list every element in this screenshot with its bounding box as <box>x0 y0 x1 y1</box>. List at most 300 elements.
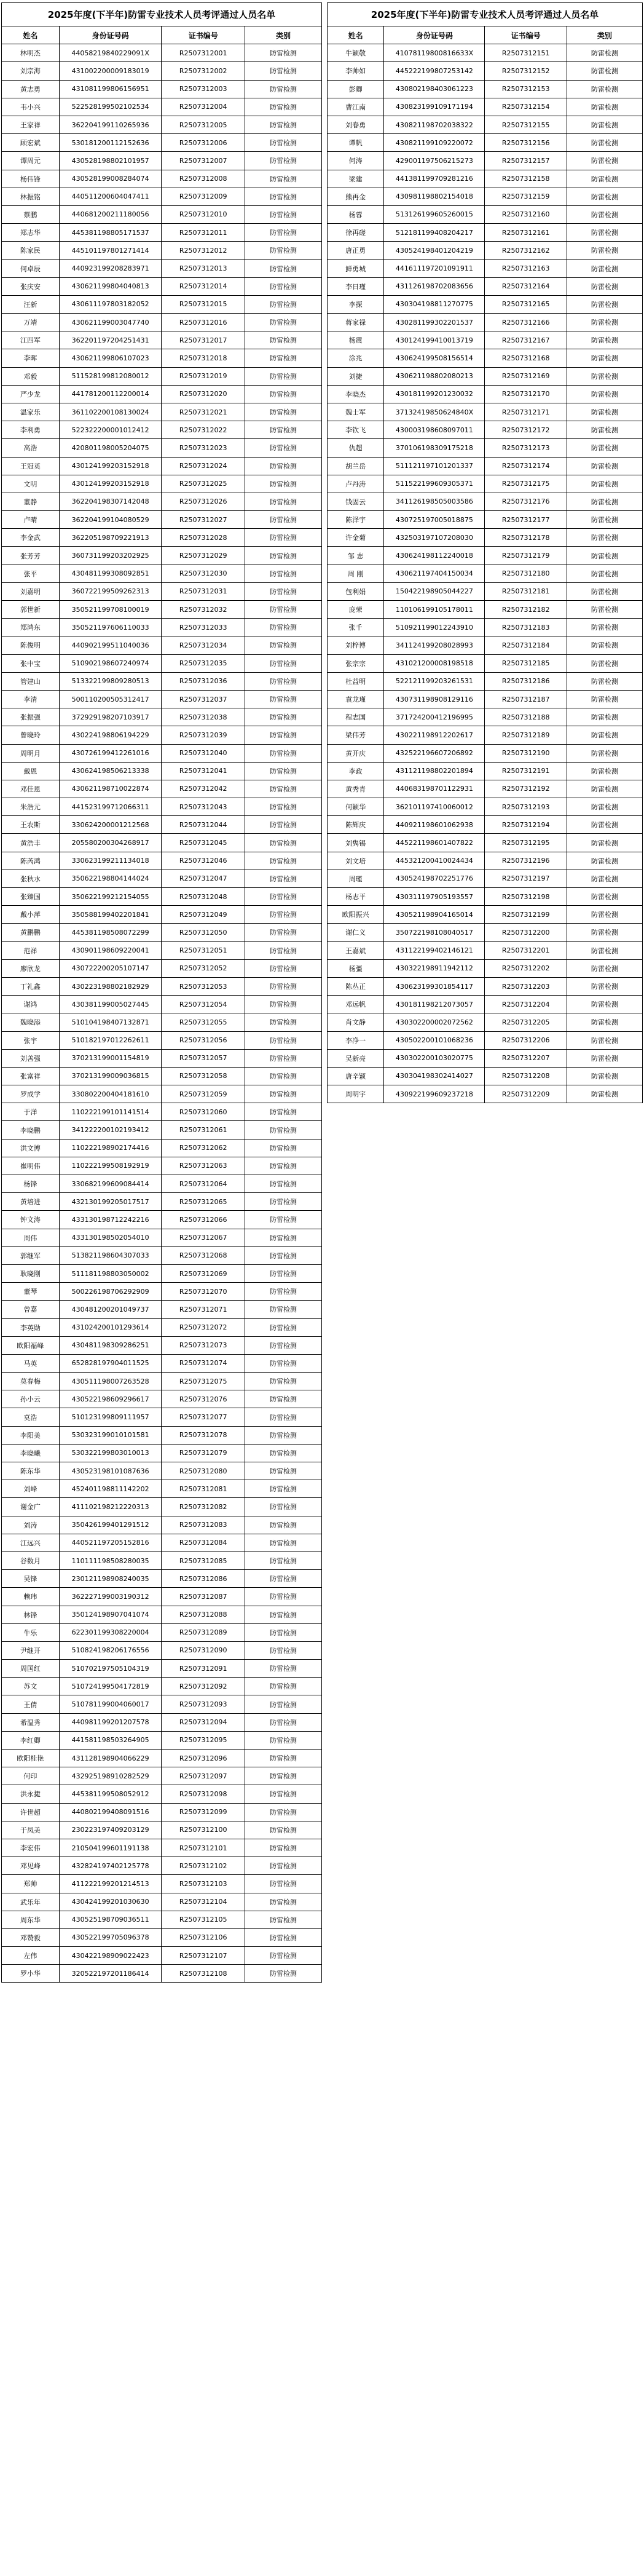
cell-certificate-number: R2507312001 <box>162 44 245 62</box>
cell-id-number: 430731198908129116 <box>384 690 485 708</box>
cell-id-number: 429001197506215273 <box>384 152 485 170</box>
cell-category: 防雷检测 <box>245 941 321 959</box>
cell-category: 防雷检测 <box>245 1354 321 1372</box>
cell-certificate-number: R2507312193 <box>485 798 567 816</box>
table-row <box>2 1085 322 1103</box>
cell-category: 防雷检测 <box>245 1750 321 1767</box>
table-row <box>328 98 643 116</box>
cell-certificate-number: R2507312048 <box>162 888 245 906</box>
cell-id-number: 341124199208028993 <box>384 636 485 654</box>
cell-certificate-number: R2507312058 <box>162 1067 245 1085</box>
cell-category: 防雷检测 <box>567 260 642 277</box>
cell-id-number: 41078119800816633X <box>384 44 485 62</box>
cell-id-number: 110222198902174416 <box>59 1139 162 1157</box>
cell-name: 卢丹涛 <box>328 475 384 493</box>
cell-certificate-number: R2507312088 <box>162 1606 245 1623</box>
table-row <box>328 295 643 313</box>
table-row <box>328 224 643 242</box>
cell-id-number: 430725197005018875 <box>384 511 485 529</box>
cell-certificate-number: R2507312107 <box>162 1947 245 1965</box>
table-row <box>2 475 322 493</box>
cell-category: 防雷检测 <box>567 349 642 367</box>
cell-id-number: 433130198712242216 <box>59 1211 162 1229</box>
cell-name: 吴锋 <box>2 1570 60 1588</box>
cell-certificate-number: R2507312052 <box>162 959 245 977</box>
cell-certificate-number: R2507312191 <box>485 762 567 780</box>
cell-id-number: 440921198601062938 <box>384 816 485 834</box>
cell-category: 防雷检测 <box>567 134 642 152</box>
cell-id-number: 441581198503264905 <box>59 1731 162 1749</box>
cell-category: 防雷检测 <box>567 941 642 959</box>
cell-id-number: 440681200211180056 <box>59 205 162 223</box>
cell-id-number: 430621199806107023 <box>59 349 162 367</box>
cell-category: 防雷检测 <box>567 708 642 726</box>
cell-id-number: 362101197410060012 <box>384 798 485 816</box>
cell-category: 防雷检测 <box>245 1462 321 1480</box>
cell-category: 防雷检测 <box>567 1085 642 1103</box>
cell-certificate-number: R2507312162 <box>485 242 567 260</box>
cell-category: 防雷检测 <box>567 619 642 636</box>
table-row <box>2 690 322 708</box>
cell-id-number: 430522198609296617 <box>59 1390 162 1408</box>
cell-id-number: 432522196607206892 <box>384 744 485 762</box>
cell-category: 防雷检测 <box>245 1283 321 1301</box>
table-row <box>328 152 643 170</box>
cell-certificate-number: R2507312090 <box>162 1641 245 1659</box>
cell-category: 防雷检测 <box>245 1606 321 1623</box>
cell-name: 朱浩元 <box>2 798 60 816</box>
cell-certificate-number: R2507312202 <box>485 959 567 977</box>
cell-certificate-number: R2507312077 <box>162 1408 245 1426</box>
cell-id-number: 430901198609220041 <box>59 941 162 959</box>
cell-category: 防雷检测 <box>245 457 321 475</box>
cell-certificate-number: R2507312082 <box>162 1498 245 1516</box>
cell-id-number: 510781199004060017 <box>59 1695 162 1713</box>
cell-category: 防雷检测 <box>245 1660 321 1678</box>
table-row <box>328 80 643 98</box>
cell-name: 洪永捷 <box>2 1785 60 1803</box>
cell-name: 陈芮鸿 <box>2 852 60 870</box>
cell-category: 防雷检测 <box>245 1139 321 1157</box>
cell-category: 防雷检测 <box>245 1588 321 1606</box>
table-row <box>328 277 643 295</box>
cell-name: 刘嘉明 <box>2 582 60 600</box>
cell-category: 防雷检测 <box>245 367 321 385</box>
cell-id-number: 500226198706292909 <box>59 1283 162 1301</box>
table-row <box>2 1911 322 1928</box>
cell-certificate-number: R2507312059 <box>162 1085 245 1103</box>
table-row <box>2 1193 322 1211</box>
table-row <box>328 475 643 493</box>
cell-id-number: 430621198710022874 <box>59 780 162 798</box>
table-row <box>2 672 322 690</box>
header-certificate-number: 证书编号 <box>162 26 245 44</box>
cell-id-number: 362204199104080529 <box>59 511 162 529</box>
cell-certificate-number: R2507312102 <box>162 1857 245 1875</box>
cell-certificate-number: R2507312075 <box>162 1373 245 1390</box>
cell-id-number: 37132419850624840X <box>384 403 485 421</box>
cell-category: 防雷检测 <box>245 1947 321 1965</box>
cell-certificate-number: R2507312179 <box>485 547 567 565</box>
cell-certificate-number: R2507312002 <box>162 62 245 80</box>
cell-id-number: 350521199708100019 <box>59 601 162 619</box>
cell-certificate-number: R2507312089 <box>162 1623 245 1641</box>
table-row <box>2 277 322 295</box>
cell-certificate-number: R2507312197 <box>485 870 567 887</box>
table-row <box>2 619 322 636</box>
cell-certificate-number: R2507312045 <box>162 834 245 852</box>
cell-name: 钟文涛 <box>2 1211 60 1229</box>
cell-name: 严少龙 <box>2 385 60 403</box>
cell-category: 防雷检测 <box>567 959 642 977</box>
cell-certificate-number: R2507312101 <box>162 1839 245 1857</box>
cell-name: 丁礼鑫 <box>2 977 60 995</box>
cell-certificate-number: R2507312042 <box>162 780 245 798</box>
cell-id-number: 510921199012243910 <box>384 619 485 636</box>
cell-category: 防雷检测 <box>567 98 642 116</box>
table-row <box>2 726 322 744</box>
cell-name: 庞荣 <box>328 601 384 619</box>
cell-id-number: 440923199208283971 <box>59 260 162 277</box>
table-row <box>328 601 643 619</box>
cell-category: 防雷检测 <box>245 1246 321 1264</box>
cell-category: 防雷检测 <box>245 295 321 313</box>
table-row <box>328 331 643 349</box>
cell-id-number: 362205198709221913 <box>59 529 162 547</box>
cell-name: 周瑾 <box>328 870 384 887</box>
cell-category: 防雷检测 <box>245 1857 321 1875</box>
table-row <box>2 1965 322 1983</box>
cell-certificate-number: R2507312040 <box>162 744 245 762</box>
cell-certificate-number: R2507312151 <box>485 44 567 62</box>
cell-id-number: 431122199402146121 <box>384 941 485 959</box>
table-row <box>2 1785 322 1803</box>
cell-certificate-number: R2507312098 <box>162 1785 245 1803</box>
cell-id-number: 110106199105178011 <box>384 601 485 619</box>
cell-certificate-number: R2507312056 <box>162 1031 245 1049</box>
cell-name: 张芳芳 <box>2 547 60 565</box>
cell-name: 何涛 <box>328 152 384 170</box>
table-row <box>2 1408 322 1426</box>
cell-certificate-number: R2507312015 <box>162 295 245 313</box>
cell-name: 董静 <box>2 493 60 510</box>
table-row <box>328 941 643 959</box>
cell-certificate-number: R2507312005 <box>162 116 245 133</box>
cell-certificate-number: R2507312187 <box>485 690 567 708</box>
cell-id-number: 522322200001012412 <box>59 421 162 439</box>
cell-id-number: 510123199809111957 <box>59 1408 162 1426</box>
cell-category: 防雷检测 <box>567 44 642 62</box>
table-row <box>328 403 643 421</box>
cell-id-number: 430422198909022423 <box>59 1947 162 1965</box>
cell-category: 防雷检测 <box>567 870 642 887</box>
cell-category: 防雷检测 <box>245 870 321 887</box>
roster-title-left: 2025年度(下半年)防雷专业技术人员考评通过人员名单 <box>1 2 322 26</box>
header-category: 类别 <box>567 26 642 44</box>
cell-certificate-number: R2507312060 <box>162 1103 245 1121</box>
cell-id-number: 230223197409203129 <box>59 1821 162 1839</box>
table-row <box>328 816 643 834</box>
cell-certificate-number: R2507312206 <box>485 1031 567 1049</box>
table-row <box>328 636 643 654</box>
cell-name: 李钦飞 <box>328 421 384 439</box>
cell-certificate-number: R2507312190 <box>485 744 567 762</box>
cell-name: 杨伟锋 <box>2 170 60 188</box>
cell-id-number: 230121198908240035 <box>59 1570 162 1588</box>
cell-category: 防雷检测 <box>245 1552 321 1569</box>
cell-id-number: 350588199402201841 <box>59 906 162 924</box>
cell-id-number: 110222199508192919 <box>59 1157 162 1175</box>
cell-id-number: 430981198802154018 <box>384 188 485 205</box>
cell-certificate-number: R2507312152 <box>485 62 567 80</box>
roster-title-right: 2025年度(下半年)防雷专业技术人员考评通过人员名单 <box>327 2 643 26</box>
table-row <box>2 529 322 547</box>
cell-category: 防雷检测 <box>245 547 321 565</box>
cell-id-number: 350521197606110033 <box>59 619 162 636</box>
cell-certificate-number: R2507312155 <box>485 116 567 133</box>
table-row <box>2 1750 322 1767</box>
cell-name: 杜益明 <box>328 672 384 690</box>
cell-id-number: 430181198212073057 <box>384 996 485 1013</box>
table-row <box>2 1498 322 1516</box>
cell-name: 邓远帆 <box>328 996 384 1013</box>
header-row <box>328 26 643 44</box>
cell-id-number: 431021200008198518 <box>384 654 485 672</box>
table-row <box>2 834 322 852</box>
table-row <box>2 1552 322 1569</box>
table-row <box>2 1246 322 1264</box>
cell-id-number: 350124198907041074 <box>59 1606 162 1623</box>
cell-certificate-number: R2507312156 <box>485 134 567 152</box>
cell-name: 张庆安 <box>2 277 60 295</box>
cell-name: 曾嘉 <box>2 1301 60 1318</box>
table-row <box>2 205 322 223</box>
table-row <box>2 1928 322 1946</box>
cell-name: 蒋家禄 <box>328 314 384 331</box>
table-row <box>2 977 322 995</box>
table-row <box>2 439 322 457</box>
cell-category: 防雷检测 <box>567 62 642 80</box>
cell-id-number: 430821199109220072 <box>384 134 485 152</box>
cell-name: 梁伟芳 <box>328 726 384 744</box>
table-row <box>2 1803 322 1821</box>
cell-name: 邹 志 <box>328 547 384 565</box>
cell-name: 王农斯 <box>2 816 60 834</box>
table-row <box>328 1049 643 1067</box>
cell-category: 防雷检测 <box>567 582 642 600</box>
cell-certificate-number: R2507312183 <box>485 619 567 636</box>
cell-id-number: 362204199110265936 <box>59 116 162 133</box>
cell-certificate-number: R2507312057 <box>162 1049 245 1067</box>
cell-category: 防雷检测 <box>245 1785 321 1803</box>
header-id-number: 身份证号码 <box>384 26 485 44</box>
cell-name: 莫浩 <box>2 1408 60 1426</box>
table-row <box>2 1947 322 1965</box>
cell-category: 防雷检测 <box>567 439 642 457</box>
cell-category: 防雷检测 <box>567 906 642 924</box>
table-row <box>328 421 643 439</box>
cell-id-number: 430311197905193557 <box>384 888 485 906</box>
table-row <box>2 80 322 98</box>
cell-id-number: 330682199609084414 <box>59 1175 162 1193</box>
cell-id-number: 441381199709281216 <box>384 170 485 188</box>
table-row <box>328 977 643 995</box>
cell-category: 防雷检测 <box>567 690 642 708</box>
cell-id-number: 510902198607240974 <box>59 654 162 672</box>
cell-certificate-number: R2507312097 <box>162 1767 245 1785</box>
cell-certificate-number: R2507312105 <box>162 1911 245 1928</box>
table-row <box>2 314 322 331</box>
cell-certificate-number: R2507312046 <box>162 852 245 870</box>
cell-id-number: 370106198309175218 <box>384 439 485 457</box>
cell-certificate-number: R2507312188 <box>485 708 567 726</box>
cell-name: 谭周元 <box>2 152 60 170</box>
cell-certificate-number: R2507312028 <box>162 529 245 547</box>
cell-category: 防雷检测 <box>245 511 321 529</box>
cell-id-number: 522121199203261531 <box>384 672 485 690</box>
cell-certificate-number: R2507312023 <box>162 439 245 457</box>
cell-name: 郑鸿东 <box>2 619 60 636</box>
cell-name: 王倩 <box>2 1695 60 1713</box>
cell-name: 何颖华 <box>328 798 384 816</box>
cell-certificate-number: R2507312054 <box>162 996 245 1013</box>
cell-category: 防雷检测 <box>245 1031 321 1049</box>
cell-name: 李利勇 <box>2 421 60 439</box>
cell-name: 郑帅 <box>2 1875 60 1893</box>
cell-certificate-number: R2507312022 <box>162 421 245 439</box>
table-row <box>2 798 322 816</box>
cell-certificate-number: R2507312194 <box>485 816 567 834</box>
cell-name: 鲜勇城 <box>328 260 384 277</box>
cell-category: 防雷检测 <box>245 170 321 188</box>
cell-name: 黄鹏鹏 <box>2 924 60 941</box>
cell-name: 李晓曦 <box>2 1444 60 1462</box>
cell-id-number: 44058219840229091X <box>59 44 162 62</box>
cell-category: 防雷检测 <box>245 1373 321 1390</box>
cell-category: 防雷检测 <box>245 1480 321 1498</box>
cell-category: 防雷检测 <box>245 726 321 744</box>
cell-certificate-number: R2507312069 <box>162 1264 245 1282</box>
cell-category: 防雷检测 <box>567 636 642 654</box>
cell-certificate-number: R2507312017 <box>162 331 245 349</box>
cell-category: 防雷检测 <box>567 188 642 205</box>
cell-category: 防雷检测 <box>245 98 321 116</box>
cell-name: 刘峰 <box>2 1480 60 1498</box>
cell-id-number: 341222200102193412 <box>59 1121 162 1139</box>
table-row <box>2 1318 322 1336</box>
table-row <box>2 1695 322 1713</box>
cell-name: 罗小华 <box>2 1965 60 1983</box>
cell-certificate-number: R2507312085 <box>162 1552 245 1569</box>
cell-certificate-number: R2507312199 <box>485 906 567 924</box>
table-row <box>328 188 643 205</box>
cell-name: 管建山 <box>2 672 60 690</box>
cell-category: 防雷检测 <box>245 654 321 672</box>
cell-certificate-number: R2507312200 <box>485 924 567 941</box>
cell-name: 张平 <box>2 565 60 582</box>
cell-category: 防雷检测 <box>567 295 642 313</box>
cell-id-number: 452401198811142202 <box>59 1480 162 1498</box>
table-row <box>2 1013 322 1031</box>
cell-category: 防雷检测 <box>245 475 321 493</box>
cell-certificate-number: R2507312168 <box>485 349 567 367</box>
cell-certificate-number: R2507312170 <box>485 385 567 403</box>
cell-category: 防雷检测 <box>245 852 321 870</box>
table-row <box>2 493 322 510</box>
table-row <box>2 1390 322 1408</box>
cell-name: 程志国 <box>328 708 384 726</box>
cell-category: 防雷检测 <box>245 690 321 708</box>
table-row <box>328 582 643 600</box>
cell-category: 防雷检测 <box>245 529 321 547</box>
table-row <box>2 1660 322 1678</box>
cell-name: 张中宝 <box>2 654 60 672</box>
cell-category: 防雷检测 <box>245 349 321 367</box>
table-row <box>328 654 643 672</box>
cell-id-number: 431002200009183019 <box>59 62 162 80</box>
cell-certificate-number: R2507312021 <box>162 403 245 421</box>
table-row <box>328 798 643 816</box>
cell-category: 防雷检测 <box>567 242 642 260</box>
table-row <box>2 852 322 870</box>
cell-category: 防雷检测 <box>245 1731 321 1749</box>
cell-certificate-number: R2507312024 <box>162 457 245 475</box>
cell-name: 杨锋 <box>2 1175 60 1193</box>
cell-name: 谢金广 <box>2 1498 60 1516</box>
table-row <box>328 170 643 188</box>
cell-name: 刘春勇 <box>328 116 384 133</box>
cell-name: 陈泽宇 <box>328 511 384 529</box>
cell-id-number: 430528199008284074 <box>59 170 162 188</box>
cell-category: 防雷检测 <box>245 582 321 600</box>
cell-id-number: 362201197204251431 <box>59 331 162 349</box>
cell-name: 于洋 <box>2 1103 60 1121</box>
cell-category: 防雷检测 <box>567 331 642 349</box>
cell-id-number: 430621199804040813 <box>59 277 162 295</box>
cell-certificate-number: R2507312039 <box>162 726 245 744</box>
cell-name: 涂兆 <box>328 349 384 367</box>
cell-id-number: 370213199001154819 <box>59 1049 162 1067</box>
table-row <box>2 1373 322 1390</box>
cell-name: 杨彊 <box>328 959 384 977</box>
cell-category: 防雷检测 <box>567 475 642 493</box>
table-row <box>2 1767 322 1785</box>
table-row <box>328 1031 643 1049</box>
cell-category: 防雷检测 <box>567 816 642 834</box>
cell-category: 防雷检测 <box>567 672 642 690</box>
cell-name: 林明杰 <box>2 44 60 62</box>
cell-certificate-number: R2507312003 <box>162 80 245 98</box>
cell-name: 唐正勇 <box>328 242 384 260</box>
cell-name: 王家祥 <box>2 116 60 133</box>
table-row <box>2 1121 322 1139</box>
cell-certificate-number: R2507312153 <box>485 80 567 98</box>
cell-certificate-number: R2507312094 <box>162 1713 245 1731</box>
cell-certificate-number: R2507312072 <box>162 1318 245 1336</box>
cell-name: 温家乐 <box>2 403 60 421</box>
table-row <box>2 582 322 600</box>
cell-name: 卢晴 <box>2 511 60 529</box>
cell-name: 张宗宗 <box>328 654 384 672</box>
cell-certificate-number: R2507312055 <box>162 1013 245 1031</box>
cell-id-number: 430611197803182052 <box>59 295 162 313</box>
cell-id-number: 511522199609305371 <box>384 475 485 493</box>
cell-category: 防雷检测 <box>245 1678 321 1695</box>
table-row <box>2 1301 322 1318</box>
cell-certificate-number: R2507312165 <box>485 295 567 313</box>
cell-name: 李晓杰 <box>328 385 384 403</box>
table-row <box>2 816 322 834</box>
